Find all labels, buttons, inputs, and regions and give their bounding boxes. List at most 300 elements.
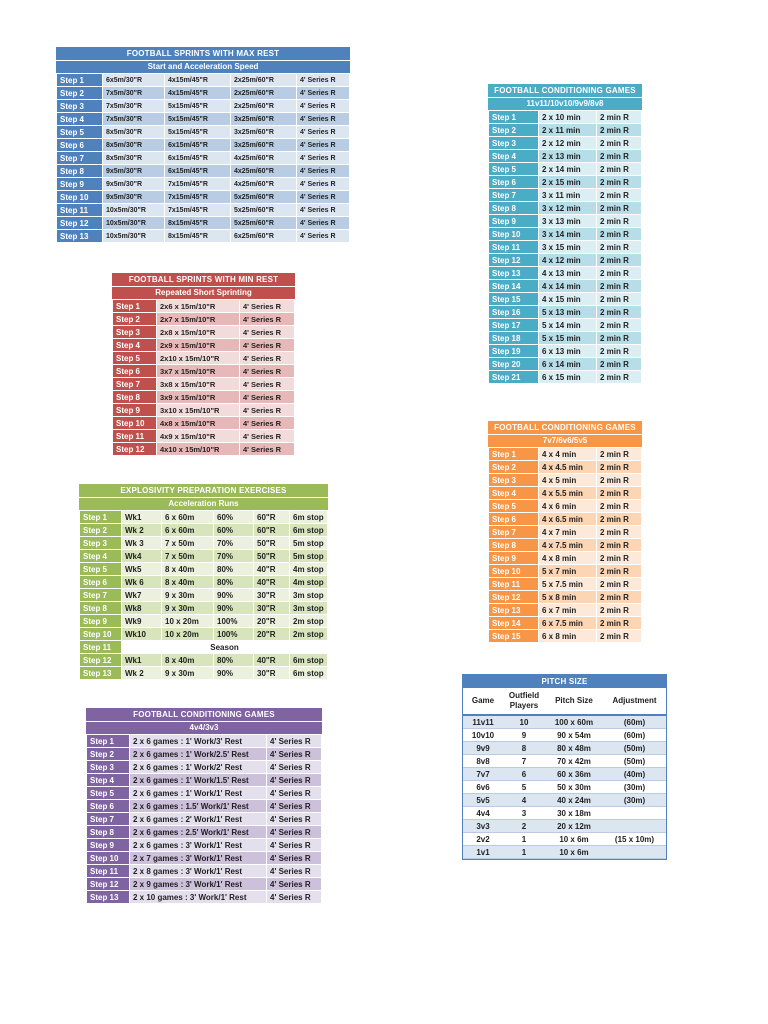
cell-wk: Wk 2 bbox=[122, 524, 162, 537]
column-header: Pitch Size bbox=[545, 688, 603, 715]
table-row bbox=[489, 358, 642, 371]
cell-c2: 4' Series R bbox=[267, 878, 322, 891]
cell-c1: 2 x 6 games : 2.5' Work/1' Rest bbox=[130, 826, 267, 839]
pitch-size-table bbox=[462, 674, 667, 860]
cell-pct: 80% bbox=[214, 654, 254, 667]
table-row bbox=[489, 448, 642, 461]
table-row bbox=[489, 306, 642, 319]
cell-size: 100 x 60m bbox=[545, 715, 603, 729]
cell-wk: Wk1 bbox=[122, 511, 162, 524]
cell-c1: 9x5m/30"R bbox=[103, 191, 165, 204]
cell-stop: 4m stop bbox=[290, 576, 328, 589]
cell-c4: 4' Series R bbox=[297, 113, 350, 126]
table-row bbox=[80, 524, 328, 537]
step-label: Step 3 bbox=[113, 326, 157, 339]
cell-pct: 80% bbox=[214, 576, 254, 589]
cell-c1: 3x7 x 15m/10"R bbox=[157, 365, 240, 378]
step-label: Step 14 bbox=[489, 280, 539, 293]
cell-stop: 4m stop bbox=[290, 563, 328, 576]
cell-c2: 2 min R bbox=[597, 630, 642, 643]
cell-c1: 4 x 6 min bbox=[539, 500, 597, 513]
cell-c2: 2 min R bbox=[597, 241, 642, 254]
cell-c1: 9x5m/30"R bbox=[103, 165, 165, 178]
cell-c2: 5x15m/45"R bbox=[165, 100, 231, 113]
cell-rest: 30"R bbox=[254, 667, 290, 680]
cell-reps: 10 x 20m bbox=[162, 615, 214, 628]
cell-c1: 4 x 5.5 min bbox=[539, 487, 597, 500]
cell-c1: 6x5m/30"R bbox=[103, 74, 165, 87]
step-label: Step 1 bbox=[489, 111, 539, 124]
step-label: Step 9 bbox=[113, 404, 157, 417]
table-row bbox=[489, 111, 642, 124]
table-row bbox=[463, 781, 666, 794]
cell-reps: 6 x 60m bbox=[162, 511, 214, 524]
cell-c1: 2 x 6 games : 1.5' Work/1' Rest bbox=[130, 800, 267, 813]
cell-c4: 4' Series R bbox=[297, 178, 350, 191]
step-label: Step 7 bbox=[489, 526, 539, 539]
cell-c3: 2x25m/60"R bbox=[231, 74, 297, 87]
cell-pct: 90% bbox=[214, 589, 254, 602]
table-row bbox=[463, 768, 666, 781]
table-row bbox=[489, 189, 642, 202]
step-label: Step 12 bbox=[489, 254, 539, 267]
cell-c1: 7x5m/30"R bbox=[103, 87, 165, 100]
cell-c1: 4 x 8 min bbox=[539, 552, 597, 565]
cell-c2: 2 min R bbox=[597, 617, 642, 630]
step-label: Step 2 bbox=[489, 461, 539, 474]
cell-reps: 6 x 60m bbox=[162, 524, 214, 537]
cell-c2: 2 min R bbox=[597, 591, 642, 604]
cell-c2: 7x15m/45"R bbox=[165, 178, 231, 191]
cell-c4: 4' Series R bbox=[297, 152, 350, 165]
step-label: Step 7 bbox=[57, 152, 103, 165]
cell-c2: 2 min R bbox=[597, 345, 642, 358]
cell-pct: 80% bbox=[214, 563, 254, 576]
cell-size: 80 x 48m bbox=[545, 742, 603, 755]
cell-c2: 2 min R bbox=[597, 293, 642, 306]
step-label: Step 8 bbox=[80, 602, 122, 615]
table-row bbox=[87, 839, 322, 852]
cell-c2: 4' Series R bbox=[240, 417, 295, 430]
table-row bbox=[489, 150, 642, 163]
cell-adj bbox=[603, 820, 666, 833]
cell-wk: Wk 3 bbox=[122, 537, 162, 550]
table-row bbox=[489, 345, 642, 358]
step-label: Step 4 bbox=[57, 113, 103, 126]
cell-c2: 4' Series R bbox=[267, 865, 322, 878]
table-row bbox=[113, 443, 295, 456]
cell-c2: 4' Series R bbox=[240, 339, 295, 352]
cell-game: 11v11 bbox=[463, 715, 503, 729]
cell-players: 5 bbox=[503, 781, 545, 794]
step-label: Step 5 bbox=[57, 126, 103, 139]
table-row bbox=[489, 526, 642, 539]
table-row bbox=[463, 794, 666, 807]
table-row bbox=[489, 332, 642, 345]
step-label: Step 6 bbox=[80, 576, 122, 589]
table-row bbox=[489, 539, 642, 552]
step-label: Step 15 bbox=[489, 293, 539, 306]
table-row bbox=[489, 630, 642, 643]
cell-c2: 2 min R bbox=[597, 215, 642, 228]
table-subtitle: Repeated Short Sprinting bbox=[112, 286, 295, 299]
table-row bbox=[80, 654, 328, 667]
step-label: Step 2 bbox=[87, 748, 130, 761]
cell-c1: 2x10 x 15m/10"R bbox=[157, 352, 240, 365]
step-label: Step 9 bbox=[57, 178, 103, 191]
cell-c2: 2 min R bbox=[597, 163, 642, 176]
cell-game: 10v10 bbox=[463, 729, 503, 742]
cell-rest: 40"R bbox=[254, 563, 290, 576]
step-label: Step 4 bbox=[87, 774, 130, 787]
table-row bbox=[113, 430, 295, 443]
cell-c2: 7x15m/45"R bbox=[165, 191, 231, 204]
table-row bbox=[113, 417, 295, 430]
cell-reps: 9 x 30m bbox=[162, 589, 214, 602]
step-label: Step 7 bbox=[113, 378, 157, 391]
cell-c2: 2 min R bbox=[597, 189, 642, 202]
step-label: Step 11 bbox=[57, 204, 103, 217]
table-row bbox=[489, 124, 642, 137]
cell-c3: 5x25m/60"R bbox=[231, 191, 297, 204]
table-row bbox=[489, 604, 642, 617]
cell-c2: 4x15m/45"R bbox=[165, 74, 231, 87]
cell-c1: 5 x 14 min bbox=[539, 319, 597, 332]
cell-c1: 3 x 14 min bbox=[539, 228, 597, 241]
table-row bbox=[57, 230, 350, 243]
cell-c1: 4 x 12 min bbox=[539, 254, 597, 267]
table-row bbox=[113, 404, 295, 417]
step-label: Step 1 bbox=[57, 74, 103, 87]
cell-game: 5v5 bbox=[463, 794, 503, 807]
cell-c2: 4' Series R bbox=[267, 891, 322, 904]
cell-c2: 4' Series R bbox=[267, 800, 322, 813]
cell-c2: 2 min R bbox=[597, 254, 642, 267]
cell-size: 30 x 18m bbox=[545, 807, 603, 820]
cell-c1: 6 x 14 min bbox=[539, 358, 597, 371]
cell-c1: 10x5m/30"R bbox=[103, 230, 165, 243]
cell-players: 1 bbox=[503, 833, 545, 846]
cell-stop: 6m stop bbox=[290, 667, 328, 680]
cell-rest: 60"R bbox=[254, 524, 290, 537]
table-row bbox=[87, 852, 322, 865]
table-subtitle: 7v7/6v6/5v5 bbox=[488, 434, 642, 447]
cell-adj: (50m) bbox=[603, 742, 666, 755]
cell-c1: 8x5m/30"R bbox=[103, 152, 165, 165]
cell-adj: (60m) bbox=[603, 715, 666, 729]
cell-c2: 4' Series R bbox=[240, 326, 295, 339]
cell-game: 3v3 bbox=[463, 820, 503, 833]
cell-wk: Wk9 bbox=[122, 615, 162, 628]
cell-c3: 5x25m/60"R bbox=[231, 217, 297, 230]
cell-game: 4v4 bbox=[463, 807, 503, 820]
step-label: Step 5 bbox=[113, 352, 157, 365]
table-row bbox=[489, 254, 642, 267]
table-row bbox=[113, 378, 295, 391]
cell-pct: 90% bbox=[214, 667, 254, 680]
cell-c2: 4' Series R bbox=[240, 300, 295, 313]
cell-c4: 4' Series R bbox=[297, 191, 350, 204]
table-title: FOOTBALL CONDITIONING GAMES bbox=[488, 84, 642, 97]
table-row bbox=[489, 617, 642, 630]
step-label: Step 10 bbox=[57, 191, 103, 204]
sprints-min-rest-table bbox=[112, 273, 295, 456]
cell-c2: 7x15m/45"R bbox=[165, 204, 231, 217]
cell-c2: 4' Series R bbox=[240, 391, 295, 404]
cell-game: 2v2 bbox=[463, 833, 503, 846]
cell-c1: 7x5m/30"R bbox=[103, 100, 165, 113]
step-label: Step 1 bbox=[113, 300, 157, 313]
cell-reps: 10 x 20m bbox=[162, 628, 214, 641]
cell-c1: 3 x 12 min bbox=[539, 202, 597, 215]
cell-c3: 2x25m/60"R bbox=[231, 100, 297, 113]
step-label: Step 11 bbox=[113, 430, 157, 443]
cell-c1: 2 x 7 games : 3' Work/1' Rest bbox=[130, 852, 267, 865]
cell-adj: (40m) bbox=[603, 768, 666, 781]
cell-c2: 2 min R bbox=[597, 228, 642, 241]
cell-c1: 2 x 13 min bbox=[539, 150, 597, 163]
cell-c1: 5 x 7.5 min bbox=[539, 578, 597, 591]
table-row bbox=[57, 113, 350, 126]
step-label: Step 11 bbox=[87, 865, 130, 878]
cell-reps: 8 x 40m bbox=[162, 576, 214, 589]
table-row bbox=[463, 820, 666, 833]
cell-c1: 2 x 10 games : 3' Work/1' Rest bbox=[130, 891, 267, 904]
cell-wk: Wk1 bbox=[122, 654, 162, 667]
table-row bbox=[489, 565, 642, 578]
cell-c1: 2 x 6 games : 3' Work/1' Rest bbox=[130, 839, 267, 852]
table-row bbox=[489, 319, 642, 332]
table-subtitle: 11v11/10v10/9v9/8v8 bbox=[488, 97, 642, 110]
table-row bbox=[489, 461, 642, 474]
cell-c1: 3x8 x 15m/10"R bbox=[157, 378, 240, 391]
table-row bbox=[489, 228, 642, 241]
cell-c2: 8x15m/45"R bbox=[165, 217, 231, 230]
cell-c1: 3x9 x 15m/10"R bbox=[157, 391, 240, 404]
cell-pct: 60% bbox=[214, 524, 254, 537]
table-row bbox=[80, 511, 328, 524]
cell-c2: 5x15m/45"R bbox=[165, 126, 231, 139]
cell-size: 50 x 30m bbox=[545, 781, 603, 794]
cell-reps: 8 x 40m bbox=[162, 563, 214, 576]
cell-c1: 4 x 7 min bbox=[539, 526, 597, 539]
cell-pct: 100% bbox=[214, 628, 254, 641]
cell-c1: 2 x 6 games : 1' Work/1.5' Rest bbox=[130, 774, 267, 787]
step-label: Step 8 bbox=[113, 391, 157, 404]
cell-reps: 9 x 30m bbox=[162, 667, 214, 680]
cell-reps: 9 x 30m bbox=[162, 602, 214, 615]
cell-c2: 4' Series R bbox=[267, 839, 322, 852]
cell-c1: 8x5m/30"R bbox=[103, 126, 165, 139]
cell-c2: 2 min R bbox=[597, 306, 642, 319]
table-row bbox=[87, 774, 322, 787]
cell-c2: 5x15m/45"R bbox=[165, 113, 231, 126]
cell-c1: 6 x 15 min bbox=[539, 371, 597, 384]
step-label: Step 12 bbox=[57, 217, 103, 230]
cell-rest: 40"R bbox=[254, 576, 290, 589]
step-label: Step 21 bbox=[489, 371, 539, 384]
cell-rest: 20"R bbox=[254, 628, 290, 641]
cell-c1: 4 x 7.5 min bbox=[539, 539, 597, 552]
table-row bbox=[57, 165, 350, 178]
cell-c3: 5x25m/60"R bbox=[231, 204, 297, 217]
table-row bbox=[489, 280, 642, 293]
step-label: Step 10 bbox=[113, 417, 157, 430]
cell-wk: Wk10 bbox=[122, 628, 162, 641]
cell-c4: 4' Series R bbox=[297, 217, 350, 230]
cell-c2: 4' Series R bbox=[267, 748, 322, 761]
cell-stop: 3m stop bbox=[290, 602, 328, 615]
cell-c2: 2 min R bbox=[597, 358, 642, 371]
table-row bbox=[57, 191, 350, 204]
step-label: Step 3 bbox=[87, 761, 130, 774]
explosivity-table bbox=[79, 484, 328, 680]
table-row bbox=[489, 487, 642, 500]
cell-stop: 5m stop bbox=[290, 537, 328, 550]
cell-adj bbox=[603, 807, 666, 820]
step-label: Step 9 bbox=[87, 839, 130, 852]
cell-game: 6v6 bbox=[463, 781, 503, 794]
table-title: FOOTBALL CONDITIONING GAMES bbox=[86, 708, 322, 721]
step-label: Step 6 bbox=[57, 139, 103, 152]
table-row bbox=[80, 589, 328, 602]
table-row bbox=[87, 878, 322, 891]
step-label: Step 16 bbox=[489, 306, 539, 319]
cell-c2: 4' Series R bbox=[240, 313, 295, 326]
cell-size: 60 x 36m bbox=[545, 768, 603, 781]
cell-c1: 4 x 4 min bbox=[539, 448, 597, 461]
step-label: Step 3 bbox=[489, 137, 539, 150]
cell-c2: 2 min R bbox=[597, 319, 642, 332]
cell-c1: 9x5m/30"R bbox=[103, 178, 165, 191]
cell-players: 1 bbox=[503, 846, 545, 859]
table-row bbox=[463, 729, 666, 742]
cell-wk: Wk 2 bbox=[122, 667, 162, 680]
table-row bbox=[113, 300, 295, 313]
cell-c1: 4 x 15 min bbox=[539, 293, 597, 306]
cell-pct: 60% bbox=[214, 511, 254, 524]
cell-c1: 2 x 6 games : 1' Work/3' Rest bbox=[130, 735, 267, 748]
cell-c1: 2x6 x 15m/10"R bbox=[157, 300, 240, 313]
table-row bbox=[113, 313, 295, 326]
cell-c1: 2 x 6 games : 1' Work/2.5' Rest bbox=[130, 748, 267, 761]
step-label: Step 10 bbox=[87, 852, 130, 865]
table-title: FOOTBALL CONDITIONING GAMES bbox=[488, 421, 642, 434]
cell-c1: 4 x 4.5 min bbox=[539, 461, 597, 474]
cell-players: 8 bbox=[503, 742, 545, 755]
step-label: Step 9 bbox=[489, 552, 539, 565]
table-row bbox=[113, 352, 295, 365]
cell-c1: 4 x 13 min bbox=[539, 267, 597, 280]
cell-c4: 4' Series R bbox=[297, 139, 350, 152]
table-row bbox=[489, 371, 642, 384]
table-row bbox=[57, 178, 350, 191]
cell-size: 10 x 6m bbox=[545, 846, 603, 859]
cell-c1: 3x10 x 15m/10"R bbox=[157, 404, 240, 417]
cell-size: 90 x 54m bbox=[545, 729, 603, 742]
cell-game: 7v7 bbox=[463, 768, 503, 781]
step-label: Step 12 bbox=[80, 654, 122, 667]
cell-c1: 5 x 15 min bbox=[539, 332, 597, 345]
table-subtitle: 4v4/3v3 bbox=[86, 721, 322, 734]
cell-c1: 5 x 7 min bbox=[539, 565, 597, 578]
step-label: Step 4 bbox=[489, 487, 539, 500]
table-subtitle: Start and Acceleration Speed bbox=[56, 60, 350, 73]
step-label: Step 20 bbox=[489, 358, 539, 371]
cell-c1: 3 x 15 min bbox=[539, 241, 597, 254]
cell-c3: 2x25m/60"R bbox=[231, 87, 297, 100]
table-row bbox=[489, 163, 642, 176]
cell-adj: (50m) bbox=[603, 755, 666, 768]
cell-stop: 6m stop bbox=[290, 654, 328, 667]
cell-adj: (30m) bbox=[603, 781, 666, 794]
cell-c1: 2 x 10 min bbox=[539, 111, 597, 124]
cell-c1: 7x5m/30"R bbox=[103, 113, 165, 126]
column-header: Adjustment bbox=[603, 688, 666, 715]
cell-c2: 2 min R bbox=[597, 474, 642, 487]
table-row bbox=[463, 742, 666, 755]
cell-c4: 4' Series R bbox=[297, 126, 350, 139]
cell-c2: 2 min R bbox=[597, 539, 642, 552]
table-row bbox=[80, 563, 328, 576]
cell-c3: 4x25m/60"R bbox=[231, 152, 297, 165]
cell-c2: 4' Series R bbox=[240, 443, 295, 456]
step-label: Step 11 bbox=[80, 641, 122, 654]
cell-c4: 4' Series R bbox=[297, 74, 350, 87]
cell-c1: 2 x 11 min bbox=[539, 124, 597, 137]
table-row bbox=[489, 241, 642, 254]
cell-c2: 4x15m/45"R bbox=[165, 87, 231, 100]
table-row bbox=[87, 748, 322, 761]
step-label: Step 7 bbox=[489, 189, 539, 202]
cell-c1: 3 x 11 min bbox=[539, 189, 597, 202]
cell-c2: 4' Series R bbox=[240, 430, 295, 443]
step-label: Step 4 bbox=[489, 150, 539, 163]
cell-rest: 50"R bbox=[254, 550, 290, 563]
step-label: Step 4 bbox=[80, 550, 122, 563]
cell-players: 2 bbox=[503, 820, 545, 833]
cell-c2: 2 min R bbox=[597, 111, 642, 124]
cell-c3: 4x25m/60"R bbox=[231, 178, 297, 191]
table-row bbox=[57, 217, 350, 230]
cell-c2: 2 min R bbox=[597, 371, 642, 384]
step-label: Step 12 bbox=[87, 878, 130, 891]
step-label: Step 5 bbox=[489, 163, 539, 176]
cell-c2: 4' Series R bbox=[267, 774, 322, 787]
table-row bbox=[489, 552, 642, 565]
step-label: Step 13 bbox=[57, 230, 103, 243]
cell-c2: 2 min R bbox=[597, 500, 642, 513]
table-row bbox=[80, 602, 328, 615]
cell-c2: 4' Series R bbox=[267, 735, 322, 748]
cell-c1: 2 x 8 games : 3' Work/1' Rest bbox=[130, 865, 267, 878]
cell-game: 9v9 bbox=[463, 742, 503, 755]
table-row bbox=[489, 137, 642, 150]
step-label: Step 2 bbox=[57, 87, 103, 100]
cell-c4: 4' Series R bbox=[297, 230, 350, 243]
table-row bbox=[57, 126, 350, 139]
step-label: Step 3 bbox=[57, 100, 103, 113]
cell-players: 3 bbox=[503, 807, 545, 820]
cell-c2: 2 min R bbox=[597, 565, 642, 578]
table-row bbox=[87, 865, 322, 878]
cell-c3: 3x25m/60"R bbox=[231, 113, 297, 126]
step-label: Step 9 bbox=[80, 615, 122, 628]
cell-c2: 2 min R bbox=[597, 124, 642, 137]
cell-c2: 4' Series R bbox=[267, 813, 322, 826]
table-row bbox=[80, 576, 328, 589]
cell-c1: 4x9 x 15m/10"R bbox=[157, 430, 240, 443]
